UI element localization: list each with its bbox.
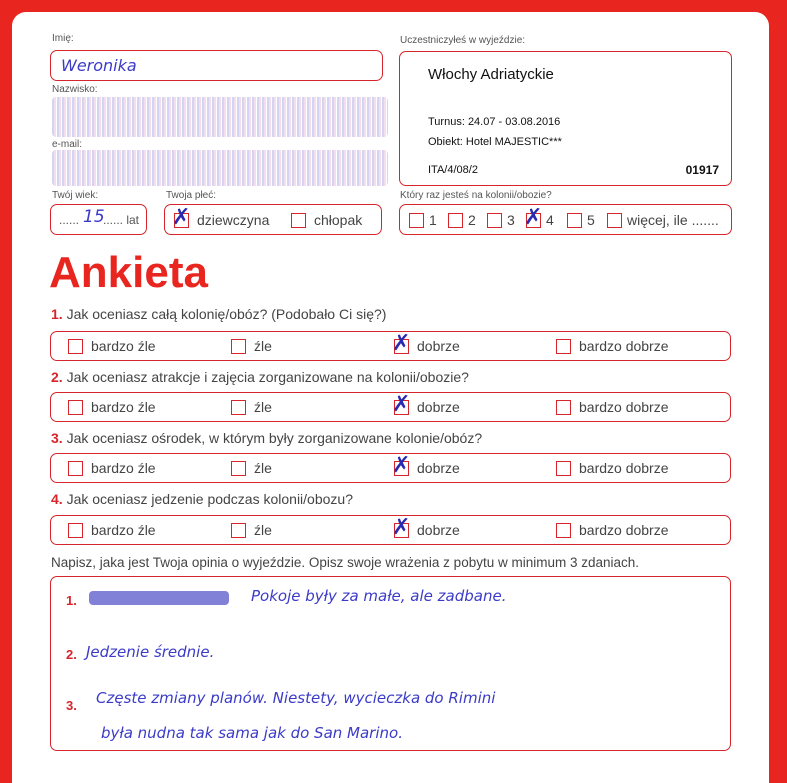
trip-code: ITA/4/08/2	[428, 164, 478, 176]
gender-field	[164, 204, 382, 235]
gender-option-female[interactable]	[174, 212, 269, 228]
rating-option[interactable]	[556, 460, 669, 476]
checkbox-icon[interactable]	[567, 213, 582, 228]
rating-option[interactable]	[68, 338, 156, 354]
checkbox-icon[interactable]	[231, 400, 246, 415]
times-option-label: 2	[468, 212, 476, 228]
question-3	[51, 430, 482, 446]
checkbox-icon[interactable]	[409, 213, 424, 228]
times-option-3[interactable]	[487, 212, 515, 228]
answer-number: 1.	[66, 593, 77, 608]
scribble-redaction	[89, 591, 229, 605]
email-redacted	[52, 150, 388, 186]
checkbox-icon[interactable]	[68, 339, 83, 354]
rating-label: bardzo dobrze	[579, 460, 669, 476]
rating-label: dobrze	[417, 338, 460, 354]
checkbox-icon[interactable]	[556, 339, 571, 354]
rating-row-1	[50, 331, 731, 361]
checkbox-icon[interactable]	[556, 400, 571, 415]
age-value: 15	[83, 207, 105, 227]
name-label: Imię:	[52, 33, 74, 44]
gender-option-label: dziewczyna	[197, 212, 270, 228]
checkbox-icon[interactable]	[607, 213, 622, 228]
question-2	[51, 369, 469, 385]
rating-option[interactable]	[556, 338, 669, 354]
rating-option[interactable]	[556, 522, 669, 538]
rating-option[interactable]	[231, 522, 272, 538]
gender-label: Twoja płeć:	[166, 190, 217, 201]
question-text: Jak oceniasz atrakcje i zajęcia zorganizowane na kolonii/obozie?	[66, 369, 469, 385]
rating-label: bardzo dobrze	[579, 338, 669, 354]
checkbox-icon[interactable]	[394, 461, 409, 476]
rating-row-3	[50, 453, 731, 483]
page-title: Ankieta	[49, 248, 208, 297]
trip-turnus: Turnus: 24.07 - 03.08.2016	[428, 116, 561, 128]
rating-label: dobrze	[417, 522, 460, 538]
gender-option-label: chłopak	[314, 212, 363, 228]
name-field[interactable]	[50, 50, 383, 81]
times-option-2[interactable]	[448, 212, 476, 228]
rating-label: źle	[254, 522, 272, 538]
times-option-label: 3	[507, 212, 515, 228]
checkbox-icon[interactable]	[394, 523, 409, 538]
age-prefix: ......	[59, 213, 80, 227]
rating-label: dobrze	[417, 399, 460, 415]
rating-option[interactable]	[231, 460, 272, 476]
opinion-box[interactable]	[50, 576, 731, 751]
times-label: Który raz jesteś na kolonii/obozie?	[400, 190, 552, 201]
checkbox-icon[interactable]	[556, 461, 571, 476]
times-option-1[interactable]	[409, 212, 437, 228]
answer-number: 2.	[66, 647, 77, 662]
age-suffix: ...... lat	[103, 213, 140, 227]
checkbox-icon[interactable]	[174, 213, 189, 228]
opinion-prompt: Napisz, jaka jest Twoja opinia o wyjeździe. Opisz swoje wrażenia z pobytu w minimum 3 zdaniach.	[51, 555, 640, 570]
rating-option[interactable]	[394, 522, 460, 538]
checkbox-icon[interactable]	[231, 339, 246, 354]
checkbox-icon[interactable]	[526, 213, 541, 228]
times-option-label: 5	[587, 212, 595, 228]
question-text: Jak oceniasz jedzenie podczas kolonii/obozu?	[66, 491, 353, 507]
answer-text: Częste zmiany planów. Niestety, wycieczka do Rimini	[96, 689, 496, 707]
times-field	[399, 204, 732, 235]
rating-option[interactable]	[556, 399, 669, 415]
checkbox-icon[interactable]	[291, 213, 306, 228]
times-option-4[interactable]	[526, 212, 554, 228]
surname-label: Nazwisko:	[52, 84, 98, 95]
age-label: Twój wiek:	[52, 190, 99, 201]
checkbox-icon[interactable]	[68, 400, 83, 415]
checkbox-icon[interactable]	[231, 523, 246, 538]
rating-label: bardzo źle	[91, 460, 156, 476]
email-label: e-mail:	[52, 139, 83, 150]
question-number: 1.	[51, 306, 63, 322]
question-4	[51, 491, 353, 507]
checkbox-icon[interactable]	[68, 523, 83, 538]
times-option-label: 4	[546, 212, 554, 228]
rating-option[interactable]	[394, 460, 460, 476]
question-1	[51, 306, 386, 322]
checkbox-icon[interactable]	[231, 461, 246, 476]
answer-text: Pokoje były za małe, ale zadbane.	[251, 587, 507, 605]
answer-text: była nudna tak sama jak do San Marino.	[101, 724, 403, 742]
times-option-5[interactable]	[567, 212, 595, 228]
rating-label: bardzo źle	[91, 338, 156, 354]
rating-option[interactable]	[68, 399, 156, 415]
rating-option[interactable]	[394, 399, 460, 415]
rating-option[interactable]	[231, 399, 272, 415]
question-text: Jak oceniasz ośrodek, w którym były zorganizowane kolonie/obóz?	[66, 430, 483, 446]
name-value: Weronika	[61, 56, 137, 75]
answer-text: Jedzenie średnie.	[86, 643, 215, 661]
question-number: 2.	[51, 369, 63, 385]
rating-label: źle	[254, 460, 272, 476]
rating-label: bardzo źle	[91, 522, 156, 538]
rating-label: bardzo źle	[91, 399, 156, 415]
age-field[interactable]	[50, 204, 147, 235]
rating-label: bardzo dobrze	[579, 399, 669, 415]
rating-option[interactable]	[231, 338, 272, 354]
question-text: Jak oceniasz całą kolonię/obóz? (Podobało Ci się?)	[66, 306, 387, 322]
trip-label: Uczestniczyłeś w wyjeździe:	[400, 35, 526, 46]
checkbox-icon[interactable]	[68, 461, 83, 476]
checkbox-icon[interactable]	[487, 213, 502, 228]
rating-row-2	[50, 392, 731, 422]
rating-label: źle	[254, 399, 272, 415]
times-option-label: więcej, ile .......	[627, 212, 719, 228]
rating-row-4	[50, 515, 731, 545]
checkbox-icon[interactable]	[394, 400, 409, 415]
trip-number: 01917	[685, 163, 719, 177]
question-number: 3.	[51, 430, 63, 446]
times-option-label: 1	[429, 212, 437, 228]
rating-option[interactable]	[68, 522, 156, 538]
times-option-more[interactable]	[607, 212, 719, 228]
surname-redacted	[52, 97, 388, 137]
checkbox-icon[interactable]	[394, 339, 409, 354]
answer-number: 3.	[66, 698, 77, 713]
checkbox-icon[interactable]	[556, 523, 571, 538]
trip-info-box	[399, 51, 732, 186]
rating-label: źle	[254, 338, 272, 354]
question-number: 4.	[51, 491, 63, 507]
trip-object: Obiekt: Hotel MAJESTIC***	[428, 136, 562, 148]
rating-label: dobrze	[417, 460, 460, 476]
rating-option[interactable]	[394, 338, 460, 354]
trip-title: Włochy Adriatyckie	[428, 66, 554, 83]
rating-option[interactable]	[68, 460, 156, 476]
gender-option-male[interactable]	[291, 212, 362, 228]
rating-label: bardzo dobrze	[579, 522, 669, 538]
checkbox-icon[interactable]	[448, 213, 463, 228]
